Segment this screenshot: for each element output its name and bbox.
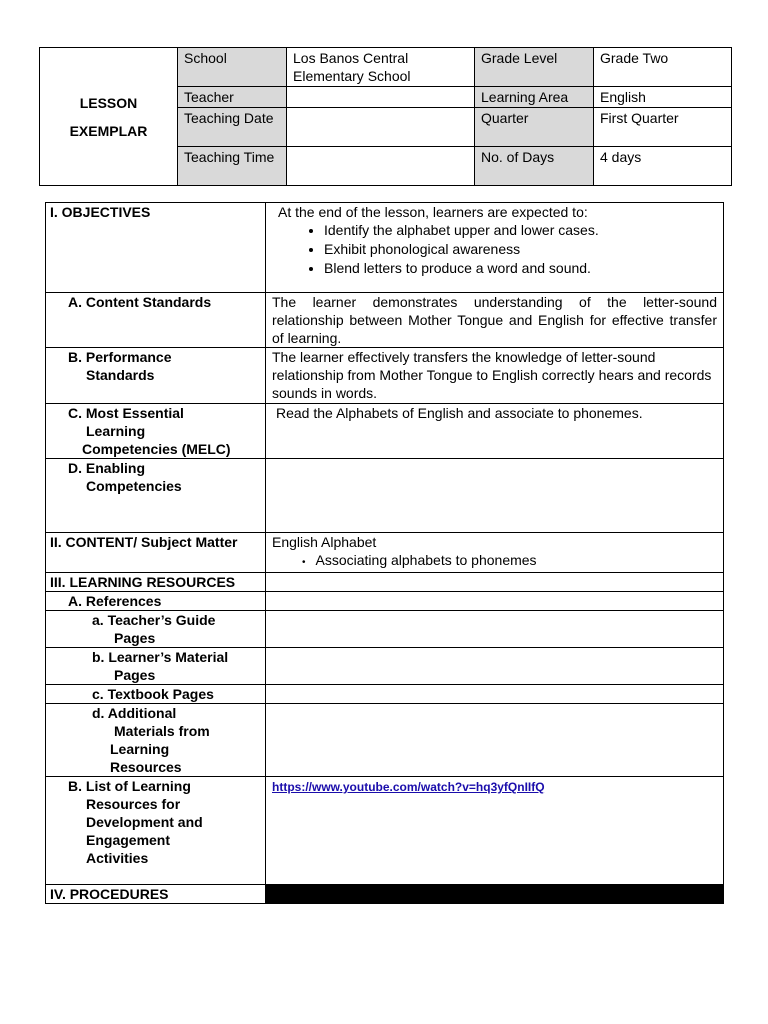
header-table xyxy=(39,47,732,186)
references-label: A. References xyxy=(46,592,266,611)
textbook-row xyxy=(46,685,724,704)
melc-label xyxy=(46,404,266,459)
title-line-2: EXEMPLAR xyxy=(69,122,148,139)
additional-materials-row xyxy=(46,704,724,777)
performance-standards-text: The learner effectively transfers the knowledge of letter-sound relationship from Mother Tongue to English correctly hears and records sounds in words. xyxy=(266,348,724,404)
quarter-label: Quarter xyxy=(475,108,594,147)
label-line: B. List of Learning xyxy=(68,778,191,794)
label-line: a. Teacher’s Guide xyxy=(92,612,216,628)
label-line: Standards xyxy=(86,367,155,383)
label-line: Engagement xyxy=(86,832,171,848)
content-row xyxy=(46,533,724,573)
quarter-value: First Quarter xyxy=(594,108,732,147)
label-line: Development and xyxy=(86,814,203,830)
label-line: Activities xyxy=(86,850,149,866)
performance-standards-row xyxy=(46,348,724,404)
enabling-text xyxy=(266,459,724,533)
label-line: Learning xyxy=(86,423,146,439)
time-value xyxy=(287,147,475,186)
date-label: Teaching Date xyxy=(178,108,287,147)
textbook-label: c. Textbook Pages xyxy=(46,685,266,704)
objectives-label: I. OBJECTIVES xyxy=(46,203,266,293)
objectives-intro: At the end of the lesson, learners are expected to: xyxy=(278,204,588,220)
grade-label: Grade Level xyxy=(475,48,594,87)
content-text: English Alphabet xyxy=(272,534,377,550)
objective-item: • Exhibit phonological awareness xyxy=(324,240,717,259)
label-line: Pages xyxy=(114,630,156,646)
label-line: d. Additional xyxy=(92,705,177,721)
label-line: C. Most Essential xyxy=(68,405,184,421)
days-value: 4 days xyxy=(594,147,732,186)
area-value: English xyxy=(594,87,732,108)
list-of-resources-label xyxy=(46,777,266,885)
objectives-list xyxy=(272,221,717,278)
youtube-link[interactable]: https://www.youtube.com/watch?v=hq3yfQnIIfQ xyxy=(272,780,545,794)
melc-text: Read the Alphabets of English and associate to phonemes. xyxy=(266,404,724,459)
label-line: Pages xyxy=(114,667,156,683)
grade-value: Grade Two xyxy=(594,48,732,87)
lesson-plan-table xyxy=(45,202,724,904)
area-label: Learning Area xyxy=(475,87,594,108)
label-line: Learning xyxy=(110,741,170,757)
label-line: Materials from xyxy=(114,723,210,739)
teacher-value xyxy=(287,87,475,108)
enabling-label xyxy=(46,459,266,533)
learners-material-label xyxy=(46,648,266,685)
teachers-guide-row xyxy=(46,611,724,648)
melc-row xyxy=(46,404,724,459)
content-sub-item: • Associating alphabets to phonemes xyxy=(318,551,717,572)
procedures-row xyxy=(46,885,724,904)
label-line: Resources xyxy=(110,759,182,775)
school-label: School xyxy=(178,48,287,87)
objectives-row xyxy=(46,203,724,293)
content-cell xyxy=(266,533,724,573)
content-standards-text: The learner demonstrates understanding of the letter-sound relationship between Mother Tongue and English for effective transfer of learning. xyxy=(266,293,724,348)
objectives-cell xyxy=(266,203,724,293)
additional-materials-label xyxy=(46,704,266,777)
date-value xyxy=(287,108,475,147)
learners-material-row xyxy=(46,648,724,685)
content-label: II. CONTENT/ Subject Matter xyxy=(46,533,266,573)
school-value: Los Banos Central Elementary School xyxy=(287,48,475,87)
references-row xyxy=(46,592,724,611)
list-of-resources-row xyxy=(46,777,724,885)
learning-resources-label: III. LEARNING RESOURCES xyxy=(46,573,266,592)
time-label: Teaching Time xyxy=(178,147,287,186)
content-standards-label: A. Content Standards xyxy=(46,293,266,348)
label-line: D. Enabling xyxy=(68,460,145,476)
learning-resources-row xyxy=(46,573,724,592)
lesson-exemplar-title xyxy=(40,48,178,186)
procedures-filled-cell xyxy=(266,885,724,904)
label-line: Competencies xyxy=(86,478,182,494)
teachers-guide-label xyxy=(46,611,266,648)
label-line: Competencies (MELC) xyxy=(82,441,231,457)
label-line: B. Performance xyxy=(68,349,172,365)
resource-link-cell xyxy=(266,777,724,885)
objective-item: • Blend letters to produce a word and sound. xyxy=(324,259,717,278)
content-sub-list xyxy=(272,551,717,572)
title-line-1: LESSON xyxy=(79,94,138,111)
label-line: Resources for xyxy=(86,796,181,812)
procedures-label: IV. PROCEDURES xyxy=(46,885,266,904)
enabling-row xyxy=(46,459,724,533)
days-label: No. of Days xyxy=(475,147,594,186)
performance-standards-label xyxy=(46,348,266,404)
teacher-label: Teacher xyxy=(178,87,287,108)
label-line: b. Learner’s Material xyxy=(92,649,229,665)
objective-item: • Identify the alphabet upper and lower cases. xyxy=(324,221,717,240)
content-standards-row xyxy=(46,293,724,348)
